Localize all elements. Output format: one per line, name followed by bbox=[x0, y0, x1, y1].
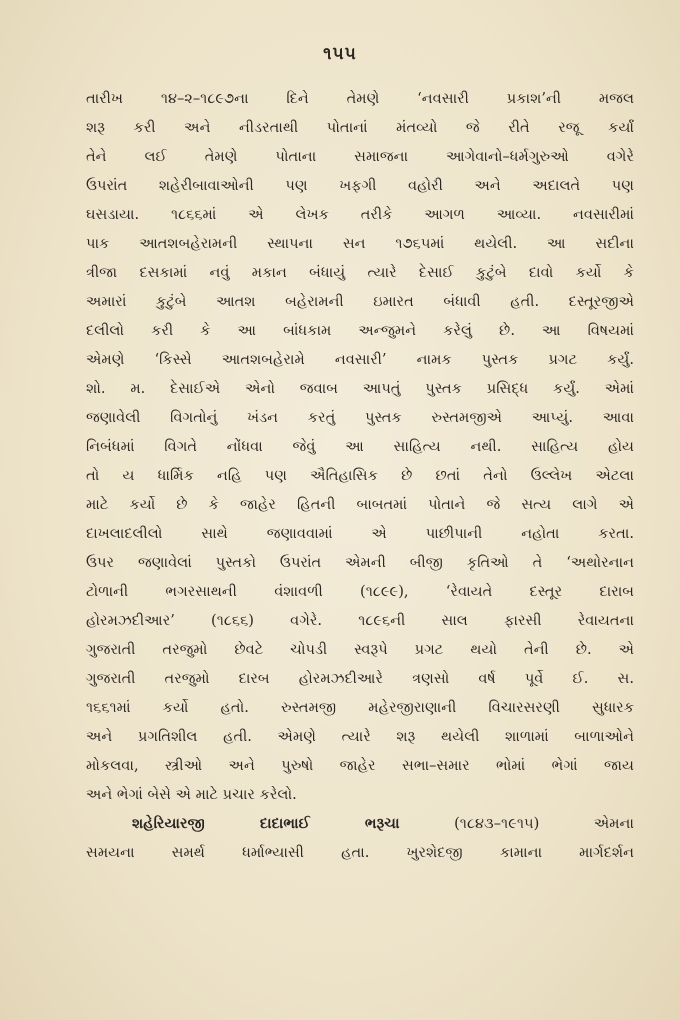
page-number: ૧૫૫ bbox=[323, 44, 357, 64]
text-line: જણાવેલી વિગતોનું ખંડન કરતું પુસ્તક રુસ્તમજીએ આપ્યું. આવા bbox=[86, 409, 634, 426]
text-line: અમારાં કુટુંબે આતશ બહેરામની ઇમારત બંધાવી હતી. દસ્તૂરજીએ bbox=[86, 293, 634, 310]
text-line: ઘસડાયા. ૧૮૬૬માં એ લેખક તરીકે આગળ આવ્યા. નવસારીમાં bbox=[86, 206, 634, 223]
text-line: શરૂ કરી અને નીડરતાથી પોતાનાં મંતવ્યો જે રીતે રજૂ કર્યાં bbox=[86, 119, 634, 136]
text-line: ટોળાની ભગરસાથની વંશાવળી (૧૮૯૯), ‘રેવાયતે દસ્તૂર દારાબ bbox=[86, 583, 634, 600]
text-line: હોરમઝદીઆર’ (૧૮૬૬) વગેરે. ૧૮૯૬ની સાલ ફારસી રેવાયતના bbox=[86, 612, 634, 629]
text-line: તારીખ ૧૪–૨–૧૮૯૭ના દિને તેમણે ‘નવસારી પ્રકાશ’ની મજલ bbox=[86, 90, 634, 107]
text-line: માટે કર્યો છે કે જાહેર હિતની બાબતમાં પોતાને જે સત્ય લાગે એ bbox=[86, 496, 634, 513]
person-name: શહેરિયારજી દાદાભાઈ ભરૂચા bbox=[132, 815, 400, 832]
text-line: ૧૬૬૧માં કર્યો હતો. રુસ્તમજી મહેરજીરાણાની વિચારસરણી સુધારક bbox=[86, 699, 634, 716]
text-line: દાખલાદલીલો સાથે જણાવવામાં એ પાછીપાની નહોતા કરતા. bbox=[86, 525, 634, 542]
text-line bbox=[86, 809, 634, 838]
line-continuation: (૧૮૪૩–૧૯૧૫) એમના bbox=[399, 815, 634, 832]
text-line: નિબંધમાં વિગતે નોંધવા જેવું આ સાહિત્ય નથી. સાહિત્ય હોય bbox=[86, 438, 634, 455]
text-line: ઉપરાંત શહેરીબાવાઓની પણ ખફગી વહોરી અને અદાલતે પણ bbox=[86, 177, 634, 194]
text-line: ત્રીજા દસકામાં નવું મકાન બંધાયું ત્યારે દેસાઈ કુટુંબે દાવો કર્યો કે bbox=[86, 264, 634, 281]
text-line: પાક આતશબહેરામની સ્થાપના સન ૧૭૬૫માં થયેલી. આ સદીના bbox=[86, 235, 634, 252]
text-line: સમયના સમર્થ ધર્માભ્યાસી હતા. ખુરશેદજી કામાના માર્ગદર્શન bbox=[86, 844, 634, 861]
body-text bbox=[86, 84, 634, 867]
text-line: દલીલો કરી કે આ બાંધકામ અન્જુમને કરેલું છે. આ વિષયમાં bbox=[86, 322, 634, 339]
text-line: ઉપર જણાવેલાં પુસ્તકો ઉપરાંત એમની બીજી કૃતિઓ તે ‘અથોરનાન bbox=[86, 554, 634, 571]
text-line: ગુજરાતી તરજુમો છેવટે ચોપડી સ્વરૂપે પ્રગટ થયો તેની છે. એ bbox=[86, 641, 634, 658]
text-line: તેને લઈ તેમણે પોતાના સમાજના આગેવાનો–ધર્મગુરુઓ વગેરે bbox=[86, 148, 634, 165]
text-line: મોકલવા, સ્ત્રીઓ અને પુરુષો જાહેર સભા–સમાર ભોમાં ભેગાં જાય bbox=[86, 757, 634, 774]
text-line: શો. મ. દેસાઈએ એનો જવાબ આપતું પુસ્તક પ્રસિદ્ધ કર્યું. એમાં bbox=[86, 380, 634, 397]
text-line: તો ય ધાર્મિક નહિ પણ ઐતિહાસિક છે છતાં તેનો ઉલ્લેખ એટલા bbox=[86, 467, 634, 484]
text-line: અને ભેગાં બેસે એ માટે પ્રચાર કરેલો. bbox=[86, 786, 297, 803]
text-line: એમણે ‘કિસ્સે આતશબહેરામે નવસારી’ નામક પુસ્તક પ્રગટ કર્યું. bbox=[86, 351, 634, 368]
text-line: ગુજરાતી તરજુમો દારબ હોરમઝદીઆરે ત્રણસો વર્ષ પૂર્વે ઈ. સ. bbox=[86, 670, 634, 687]
text-line: અને પ્રગતિશીલ હતી. એમણે ત્યારે શરૂ થયેલી શાળામાં બાળાઓને bbox=[86, 728, 634, 745]
